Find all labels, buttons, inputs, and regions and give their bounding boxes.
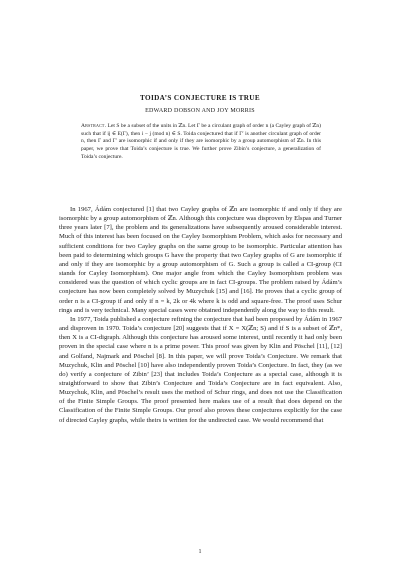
page-number: 1: [198, 549, 202, 555]
abstract-text: Let S be a subset of the units in ℤn. Let Γ be a circulant graph of order n (a Cayley graph of ℤn) such that if ij ∈ E(Γ), then i − j (mod n) ∈ S. Toida conjectured that if Γ′ is another circulant graph of order n, then Γ and Γ′ are isomorphic if and only if they are isomorphic by a group automorphism of ℤn. In this paper, we prove that Toida’s conjecture is true. We further prove Zibin’s conjecture, a generalization of Toida’s conjecture.: [81, 123, 322, 160]
body-text: [59, 205, 342, 425]
paper-title: TOIDA’S CONJECTURE IS TRUE: [140, 94, 260, 102]
paragraph-intro: In 1967, Ádám conjectured [1] that two Cayley graphs of ℤn are isomorphic if and only if they are isomorphic by a group automorphism of ℤn. Although this conjecture was disproven by Elspas and Turner three years later [7], the problem and its generalizations have subsequently aroused considerable interest. Much of this interest has been focused on the Cayley Isomorphism Problem, which asks for necessary and sufficient conditions for two Cayley graphs on the same group to be isomorphic. Particular attention has been paid to determining which groups G have the property that two Cayley graphs of G are isomorphic if and only if they are isomorphic by a group automorphism of G. Such a group is called a CI-group (CI stands for Cayley Isomorphism). One major angle from which the Cayley Isomorphism problem was considered was the question of which cyclic groups are in fact CI-groups. The problem raised by Ádám’s conjecture has now been completely solved by Muzychuk [15] and [16]. He proves that a cyclic group of order n is a CI-group if and only if n = k, 2k or 4k where k is odd and square-free. The proof uses Schur rings and is very technical. Many special cases were obtained independently along the way to this result.: [59, 206, 342, 314]
paragraph-toida: In 1977, Toida published a conjecture refining the conjecture that had been proposed by Ádám in 1967 and disproven in 1970. Toida’s conjecture [20] suggests that if X = X(ℤn; S) and if S is a subset of ℤn*, then X is a CI-digraph. Although this conjecture has aroused some interest, until recently it had only been proven in the special case where n is a prime power. This proof was given by Klin and Pöschel [11], [12] and Golfand, Najmark and Pöschel [8]. In this paper, we will prove Toida’s Conjecture. We remark that Muzychuk, Klin and Pöschel [10] have also independently proven Toida’s Conjecture. In fact, they (as we do) verify a conjecture of Zibin’ [23] that includes Toida’s Conjecture as a special case, although it is straightforward to show that Zibin’s Conjecture and Toida’s Conjecture are in fact equivalent. Also, Muzychuk, Klin, and Pöschel’s result uses the method of Schur rings, and does not use the Classification of the Finite Simple Groups. The proof presented here makes use of a result that does depend on the Classification of the Finite Simple Groups. Our proof also proves these conjectures explicitly for the case of directed Cayley graphs, while theirs is written for the undirected case. We would recommend that: [59, 315, 342, 424]
abstract: [81, 123, 321, 162]
abstract-label: Abstract.: [81, 123, 107, 129]
paper-authors: EDWARD DOBSON AND JOY MORRIS: [145, 108, 255, 114]
